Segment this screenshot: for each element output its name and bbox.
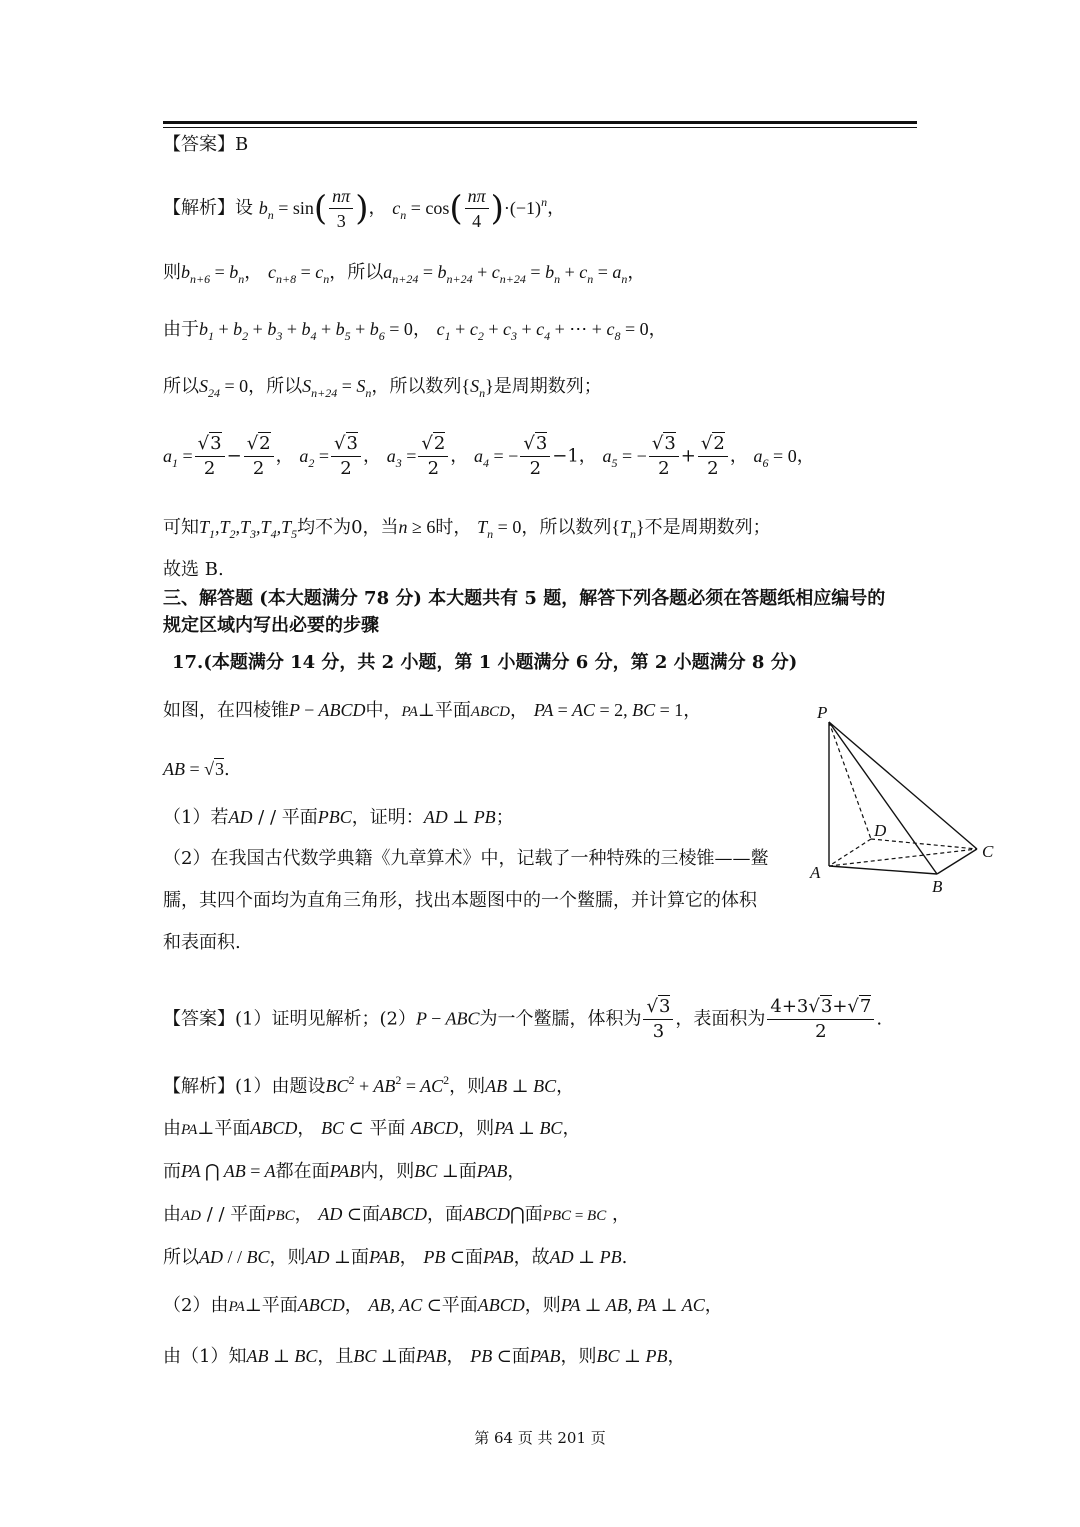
analysis-line-1: 【解析】设 $b_n = \sin$( $\frac{n\pi}{3}$ )， $c_n = \cos$( $\frac{n\pi}{4}$ )$\cdot(-1)^n$， [163, 186, 566, 231]
label-P: P [817, 703, 828, 722]
q17-line-2: AB = √3. [163, 759, 230, 780]
pyramid-figure [805, 700, 1005, 900]
analysis-line-2: 则$b_{n+6} = b_n$， $c_{n+8} = c_n$，所以$a_{n+24} = b_{n+24} + c_{n+24} = b_n + c_n = a_n$， [163, 262, 646, 286]
analysis-line-3: 由于$b_1 + b_2 + b_3 + b_4 + b_5 + b_6 = 0$， $c_1 + c_2 + c_3 + c_4$ + ⋯ + $c_8 = 0$， [163, 319, 667, 343]
solution-line-2: 由PA⊥平面ABCD， BC ⊂ 平面 ABCD，则PA ⊥ BC， [163, 1118, 581, 1139]
solution-line-3: 而PA ⋂ AB = A都在面PAB内，则BC ⊥面PAB， [163, 1161, 526, 1182]
answer-value: B [235, 134, 249, 155]
q17-answer: 【答案】(1）证明见解析；(2）P − ABC为一个鳖臑，体积为 $\frac{√3}{3}$ ，表面积为 $\frac{4+3√3+√7}{2}$ . [163, 996, 883, 1042]
header-rule-thin [163, 127, 917, 128]
question-17-header: 17.(本题满分 14 分，共 2 小题，第 1 小题满分 6 分，第 2 小题满分 8 分) [172, 652, 798, 673]
analysis-line-5: $a_1$ = $\frac{√3}{2}$ − $\frac{√2}{2}$ ， $a_2$ = $\frac{√3}{2}$ ， $a_3$ = $\frac{√2}{2}$ ， $a_4$ = − $\frac{√3}{2}$ −1， $a_5$ = − $\frac{√3}{2}$ + $\frac{√2}{2}$ ， $a_6 = 0$， [163, 433, 815, 479]
label-C: C [982, 842, 994, 861]
label-B: B [932, 877, 943, 896]
q17-part-2-cont: 臑，其四个面均为直角三角形，找出本题图中的一个鳖臑，并计算它的体积 [163, 890, 757, 911]
solution-line-6: （2）由PA⊥平面ABCD， AB, AC ⊂平面ABCD，则PA ⊥ AB, PA ⊥ AC， [163, 1295, 723, 1316]
answer-line [163, 132, 248, 158]
solution-line-1: 【解析】(1）由题设$BC^2 + AB^2 = AC^2$，则AB ⊥ BC， [163, 1073, 575, 1097]
analysis-line-4: 所以$S_{24} = 0$，所以$S_{n+24} = S_n$，所以数列$\{S_n\}$是周期数列； [163, 376, 602, 400]
analysis-line-6: 可知$T_1,T_2,T_3,T_4,T_5$均不为0，当n ≥ 6时， $T_n = 0$，所以数列$\{T_n\}$不是周期数列； [163, 517, 771, 541]
solution-line-4: 由AD / / 平面PBC， AD ⊂面ABCD，面ABCD⋂面PBC = BC ， [163, 1204, 630, 1225]
analysis-label: 【解析】 [163, 197, 235, 219]
q17-part-1: （1）若AD / / 平面PBC，证明：AD ⊥ PB； [163, 807, 514, 828]
section-title: 三、解答题 (本大题满分 78 分) 本大题共有 5 题，解答下列各题必须在答题纸相应编号的 [163, 588, 886, 609]
label-A: A [810, 863, 821, 882]
header-rule-thick [163, 121, 917, 124]
section-title-cont: 规定区域内写出必要的步骤 [163, 615, 379, 636]
solution-line-7: 由（1）知AB ⊥ BC，且BC ⊥面PAB， PB ⊂面PAB，则BC ⊥ PB， [163, 1346, 686, 1367]
page-footer: 第 64 页 共 201 页 [474, 1429, 606, 1447]
q17-line-1: 如图，在四棱锥P − ABCD中，PA⊥平面ABCD， PA = AC = 2, BC = 1， [163, 700, 702, 721]
q17-part-2-end: 和表面积. [163, 932, 241, 953]
q17-part-2: （2）在我国古代数学典籍《九章算术》中，记载了一种特殊的三棱锥——鳖 [163, 848, 769, 869]
analysis-conclusion: 故选 B. [163, 559, 224, 580]
answer-label: 【答案】 [163, 134, 235, 155]
label-D: D [874, 821, 887, 840]
solution-line-5: 所以AD / / BC，则AD ⊥面PAB， PB ⊂面PAB，故AD ⊥ PB. [163, 1247, 628, 1268]
